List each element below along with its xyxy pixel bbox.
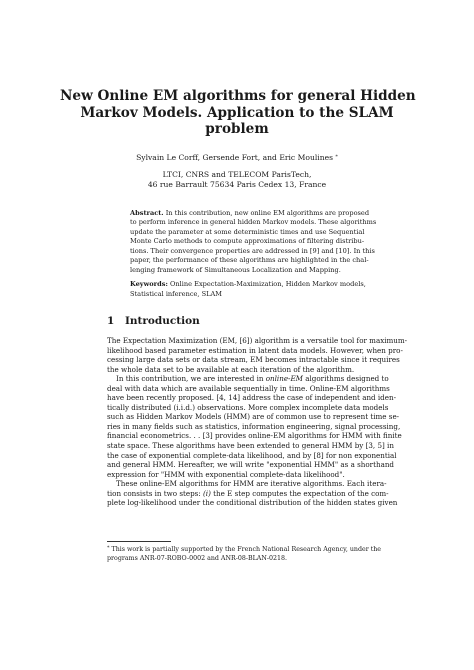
intro-body bbox=[107, 336, 408, 508]
authors-text: Sylvain Le Corff, Gersende Fort, and Eric Moulines bbox=[136, 153, 333, 162]
title-line: problem bbox=[205, 121, 269, 137]
keywords-block bbox=[130, 280, 366, 299]
body-line: state space. These algorithms have been extended to general HMM by [3, 5] in bbox=[107, 441, 394, 451]
body-text: In this contribution, we are interested in bbox=[116, 374, 266, 384]
body-text: tion consists in two steps: bbox=[107, 488, 204, 498]
body-line: and general HMM. Hereafter, we will write "exponential HMM" as a shorthand bbox=[107, 460, 394, 470]
body-emphasis: online-EM bbox=[265, 374, 303, 384]
section-title: Introduction bbox=[125, 315, 200, 327]
body-line bbox=[107, 374, 389, 384]
body-line: expression for "HMM with exponential complete-data likelihood". bbox=[107, 469, 345, 479]
abstract-first-line: In this contribution, new online EM algorithms are proposed bbox=[163, 209, 370, 217]
body-line: The Expectation Maximization (EM, [6]) algorithm is a versatile tool for maximum- bbox=[107, 336, 408, 345]
affiliation-line: 46 rue Barrault 75634 Paris Cedex 13, France bbox=[147, 180, 327, 189]
keywords-line: Statistical inference, SLAM bbox=[130, 289, 223, 298]
author-footnote-mark: * bbox=[335, 154, 338, 160]
section-heading bbox=[107, 315, 387, 328]
body-line: such as Hidden Markov Models (HMM) are of common use to represent time se- bbox=[107, 412, 400, 422]
body-text: algorithms designed to bbox=[302, 374, 389, 384]
body-line: have been recently proposed. [4, 14] address the case of independent and iden- bbox=[107, 393, 396, 403]
body-line: the whole data set to be available at each iteration of the algorithm. bbox=[107, 364, 355, 374]
body-line: cessing large data sets or data stream, EM becomes intractable since it requires bbox=[107, 355, 400, 365]
footnote-line bbox=[107, 544, 382, 555]
body-emphasis: (i) bbox=[203, 488, 211, 498]
abstract-line: to perform inference in general hidden Markov models. These algorithms bbox=[130, 218, 377, 227]
abstract-line: tions. Their convergence properties are addressed in [9] and [10]. In this bbox=[130, 246, 375, 255]
footnote bbox=[107, 544, 382, 563]
body-line: deal with data which are available sequentially in time. Online-EM algorithms bbox=[107, 383, 390, 393]
body-line: plete log-likelihood under the conditional distribution of the hidden states given bbox=[107, 498, 398, 508]
abstract-line bbox=[130, 209, 370, 218]
abstract-line: paper, the performance of these algorithms are highlighted in the chal- bbox=[130, 256, 369, 265]
abstract-line: Monte Carlo methods to compute approximations of filtering distribu- bbox=[130, 237, 365, 246]
body-line: the case of exponential complete-data likelihood, and by [8] for non exponential bbox=[107, 450, 397, 460]
body-line: financial econometrics. . . [3] provides online-EM algorithms for HMM with finite bbox=[107, 431, 402, 441]
keywords-label: Keywords: bbox=[130, 280, 168, 289]
section-number: 1 bbox=[107, 315, 115, 327]
body-line: likelihood based parameter estimation in latent data models. However, when pro- bbox=[107, 345, 403, 355]
affiliation bbox=[60, 170, 414, 190]
footnote-line: programs ANR-07-ROBO-0002 and ANR-08-BLAN-0218. bbox=[107, 554, 288, 562]
footnote-rule bbox=[107, 541, 171, 542]
affiliation-line: LTCI, CNRS and TELECOM ParisTech, bbox=[162, 170, 312, 179]
abstract-label: Abstract. bbox=[130, 209, 164, 217]
title-line: Markov Models. Application to the SLAM bbox=[80, 104, 394, 121]
body-text: the E step computes the expectation of the com- bbox=[210, 488, 389, 498]
body-line: These online-EM algorithms for HMM are iterative algorithms. Each itera- bbox=[116, 479, 387, 489]
footnote-text: This work is partially supported by the French National Research Agency, under the bbox=[109, 546, 382, 553]
footnote-mark: * bbox=[107, 545, 110, 551]
abstract-block bbox=[130, 209, 377, 299]
author-list bbox=[60, 152, 414, 163]
body-line bbox=[107, 488, 389, 499]
keywords-first-line: Online Expectation-Maximization, Hidden Markov models, bbox=[167, 280, 366, 289]
abstract-line: lenging framework of Simultaneous Localization and Mapping. bbox=[130, 265, 341, 274]
paper-title bbox=[60, 88, 414, 138]
body-line: tically distributed (i.i.d.) observations. More complex incomplete data models bbox=[107, 402, 389, 412]
keywords-line bbox=[130, 280, 366, 289]
title-line: New Online EM algorithms for general Hidden bbox=[60, 88, 416, 104]
abstract-line: update the parameter at some deterministic times and use Sequential bbox=[130, 227, 365, 236]
body-line: ries in many fields such as statistics, information engineering, signal processing, bbox=[107, 421, 401, 431]
